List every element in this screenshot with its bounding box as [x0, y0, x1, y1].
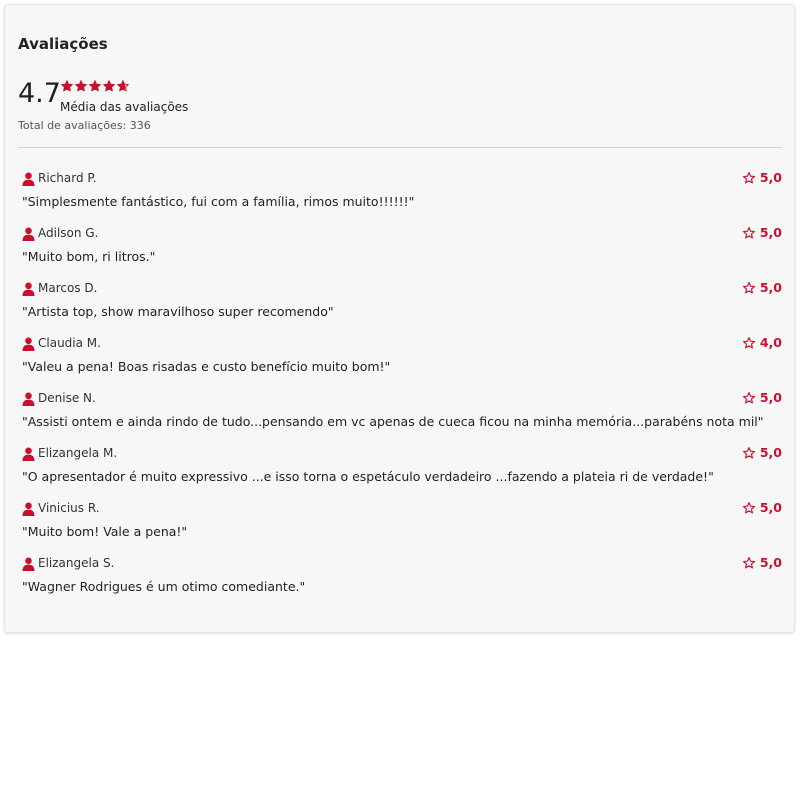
review-item: [18, 170, 782, 212]
total-reviews: Total de avaliações: 336: [18, 119, 151, 132]
star-outline-icon: [742, 501, 756, 515]
star-icon: [88, 79, 102, 93]
review-comment: "Muito bom! Vale a pena!": [22, 524, 188, 539]
review-item: [18, 280, 782, 322]
review-rating: [742, 336, 782, 350]
review-comment: "Simplesmente fantástico, fui com a família, rimos muito!!!!!!": [22, 194, 415, 209]
review-item: [18, 225, 782, 267]
review-author: Claudia M.: [38, 336, 101, 350]
star-outline-icon: [742, 391, 756, 405]
average-stars: [60, 79, 130, 93]
rating-summary: [18, 78, 418, 138]
review-rating: [742, 391, 782, 405]
review-author: Adilson G.: [38, 226, 99, 240]
user-icon: [22, 392, 35, 406]
user-icon: [22, 557, 35, 571]
review-author: Denise N.: [38, 391, 96, 405]
star-icon: [60, 79, 74, 93]
review-rating: [742, 171, 782, 185]
user-icon: [22, 282, 35, 296]
star-icon: [102, 79, 116, 93]
review-rating: [742, 226, 782, 240]
review-score: 5,0: [759, 445, 782, 460]
user-icon: [22, 502, 35, 516]
divider: [18, 147, 782, 148]
review-author: Vinicius R.: [38, 501, 100, 515]
star-outline-icon: [742, 226, 756, 240]
review-comment: "Valeu a pena! Boas risadas e custo benefício muito bom!": [22, 359, 391, 374]
review-item: [18, 500, 782, 542]
review-score: 5,0: [759, 170, 782, 185]
review-comment: "Muito bom, ri litros.": [22, 249, 156, 264]
review-score: 5,0: [759, 280, 782, 295]
user-icon: [22, 337, 35, 351]
review-rating: [742, 281, 782, 295]
star-icon: [116, 79, 130, 93]
review-comment: "Wagner Rodrigues é um otimo comediante.": [22, 579, 306, 594]
review-score: 5,0: [759, 500, 782, 515]
star-outline-icon: [742, 446, 756, 460]
reviews-card: [4, 4, 795, 633]
user-icon: [22, 447, 35, 461]
user-icon: [22, 227, 35, 241]
review-author: Richard P.: [38, 171, 97, 185]
star-icon: [74, 79, 88, 93]
review-comment: "Assisti ontem e ainda rindo de tudo...pensando em vc apenas de cueca ficou na minha memória...parabéns nota mil": [22, 414, 764, 429]
review-rating: [742, 556, 782, 570]
review-score: 5,0: [759, 225, 782, 240]
review-author: Marcos D.: [38, 281, 98, 295]
average-label: Média das avaliações: [60, 100, 189, 114]
average-rating: 4.7: [18, 78, 61, 109]
section-title: Avaliações: [18, 35, 108, 53]
review-author: Elizangela M.: [38, 446, 118, 460]
review-comment: "O apresentador é muito expressivo ...e isso torna o espetáculo verdadeiro ...fazendo a plateia ri de verdade!": [22, 469, 714, 484]
review-item: [18, 390, 782, 432]
star-outline-icon: [742, 556, 756, 570]
review-rating: [742, 446, 782, 460]
review-score: 5,0: [759, 555, 782, 570]
review-list: [18, 170, 782, 610]
star-outline-icon: [742, 336, 756, 350]
review-item: [18, 335, 782, 377]
review-comment: "Artista top, show maravilhoso super recomendo": [22, 304, 334, 319]
review-item: [18, 445, 782, 487]
review-score: 5,0: [759, 390, 782, 405]
review-item: [18, 555, 782, 597]
star-outline-icon: [742, 171, 756, 185]
user-icon: [22, 172, 35, 186]
review-author: Elizangela S.: [38, 556, 115, 570]
review-score: 4,0: [759, 335, 782, 350]
review-rating: [742, 501, 782, 515]
star-outline-icon: [742, 281, 756, 295]
